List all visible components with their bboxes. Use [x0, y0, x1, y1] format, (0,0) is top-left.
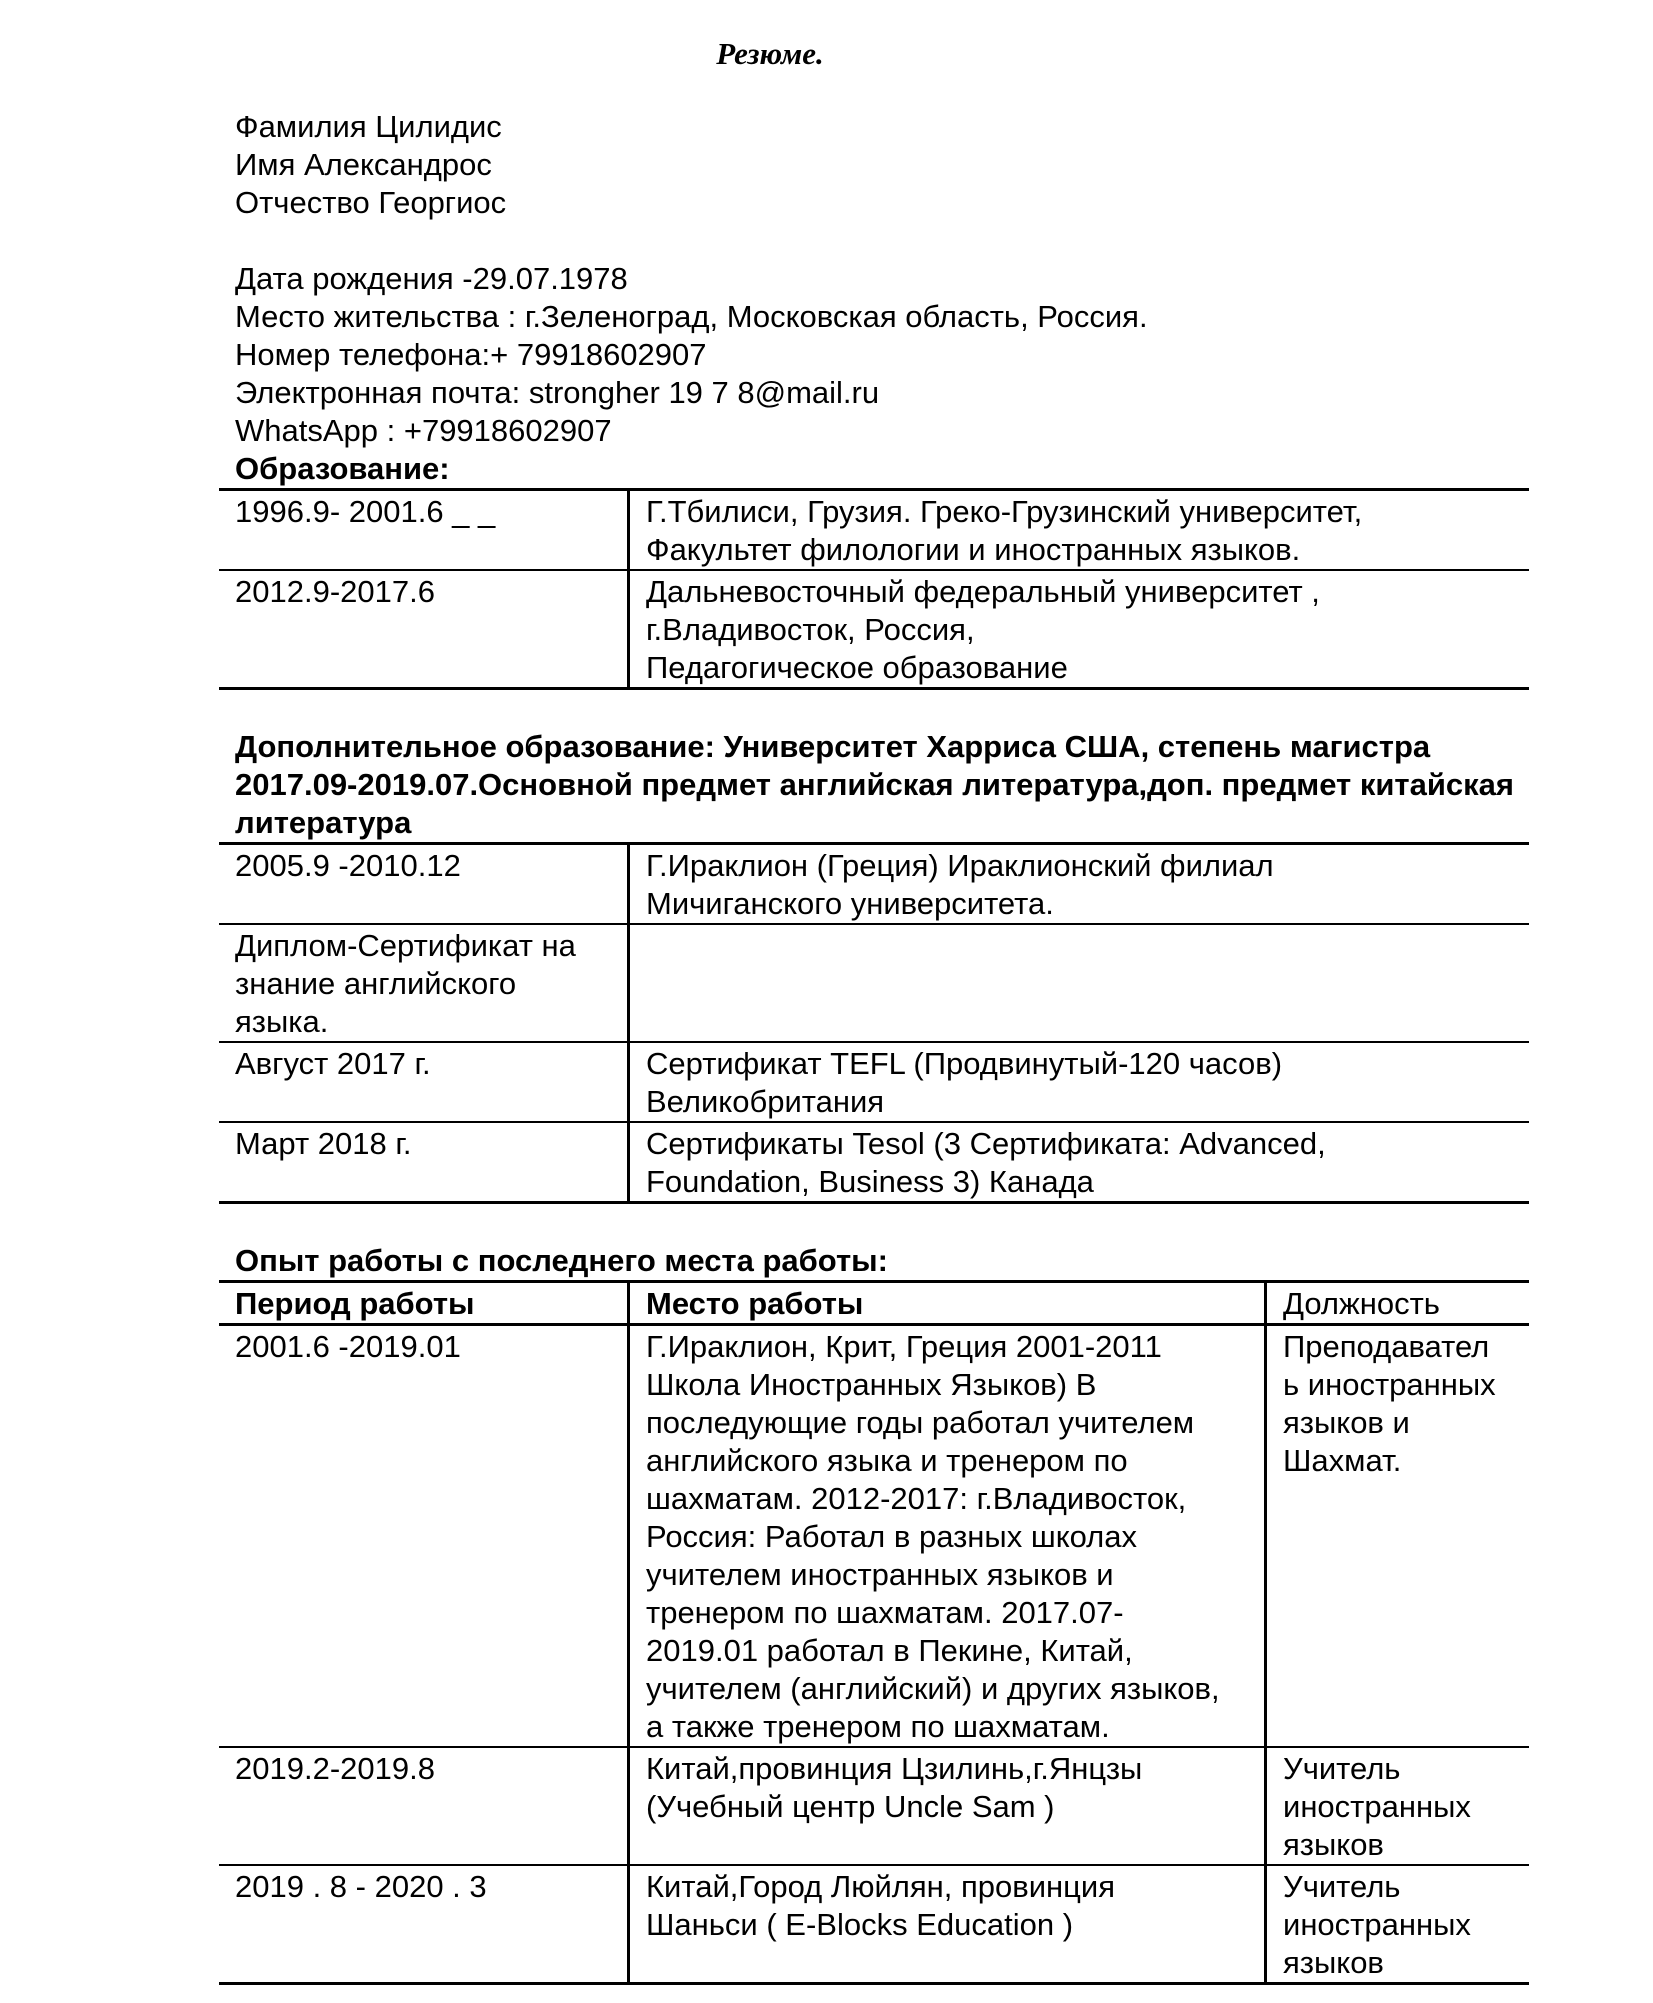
table-row: [219, 1325, 1529, 1748]
additional-detail: [629, 924, 1530, 1042]
column-header-position: Должность: [1266, 1282, 1530, 1325]
table-row: [219, 924, 1529, 1042]
experience-place: Г.Ираклион, Крит, Греция 2001-2011 Школа Иностранных Языков) В последующие годы работал учителем английского языка и тренером по шахматам. 2012-2017: г.Владивосток, Россия: Работал в разных школах учителем иностранных языков и тренером по шахматам. 2017.07- 2019.01 работал в Пекине, Китай, учителем (английский) и других языков, а также тренером по шахматам.: [629, 1325, 1266, 1748]
additional-detail: Г.Ираклион (Греция) Ираклионский филиал Мичиганского университета.: [646, 848, 1274, 921]
patronymic-line: Отчество Георгиос: [235, 185, 507, 220]
table-row: [219, 1122, 1529, 1203]
experience-place: Китай,Город Люйлян, провинция Шаньси ( E-Blocks Education ): [629, 1865, 1266, 1984]
additional-education-heading: Дополнительное образование: Университет Харриса США, степень магистра 2017.09-2019.07.Основной предмет английская литература,доп. предмет китайская литература: [235, 729, 1514, 840]
experience-heading: Опыт работы с последнего места работы:: [235, 1243, 888, 1278]
additional-period: Март 2018 г.: [219, 1122, 629, 1203]
education-institution: Г.Тбилиси, Грузия. Греко-Грузинский университет, Факультет филологии и иностранных языков.: [646, 494, 1363, 567]
table-row: [219, 490, 1529, 571]
residence-line: Место жительства : г.Зеленоград, Московская область, Россия.: [235, 299, 1148, 334]
additional-detail: Сертификат TEFL (Продвинутый-120 часов) Великобритания: [629, 1042, 1530, 1122]
education-table: [219, 488, 1529, 690]
experience-position: Учитель иностранных языков: [1266, 1865, 1530, 1984]
surname-line: Фамилия Цилидис: [235, 109, 502, 144]
additional-education-table: [219, 842, 1529, 1204]
experience-place: Китай,провинция Цзилинь,г.Янцзы (Учебный центр Uncle Sam ): [629, 1747, 1266, 1865]
experience-period: 2001.6 -2019.01: [219, 1325, 629, 1748]
experience-period: 2019.2-2019.8: [219, 1747, 629, 1865]
table-row: [219, 570, 1529, 689]
document-title: Резюме.: [716, 36, 824, 71]
column-header-period: Период работы: [219, 1282, 629, 1325]
additional-detail: Сертификаты Tesol (3 Сертификата: Advanced, Foundation, Business 3) Канада: [629, 1122, 1530, 1203]
resume-content: [235, 108, 1545, 1985]
additional-period: Диплом-Сертификат на знание английского языка.: [219, 924, 629, 1042]
table-header-row: [219, 1282, 1529, 1325]
experience-position: Преподавател ь иностранных языков и Шахмат.: [1283, 1329, 1496, 1478]
additional-period: Август 2017 г.: [219, 1042, 629, 1122]
education-period: 1996.9- 2001.6 _ _: [219, 490, 629, 571]
table-row: [219, 844, 1529, 925]
birth-date-line: Дата рождения -29.07.1978: [235, 261, 628, 296]
email-line: Электронная почта: strongher 19 7 8@mail.ru: [235, 375, 880, 410]
experience-period: 2019 . 8 - 2020 . 3: [219, 1865, 629, 1984]
experience-table: [219, 1280, 1529, 1985]
column-header-place: Место работы: [629, 1282, 1266, 1325]
table-row: [219, 1747, 1529, 1865]
whatsapp-line: WhatsApp : +79918602907: [235, 413, 612, 448]
additional-period: 2005.9 -2010.12: [219, 844, 629, 925]
table-row: [219, 1865, 1529, 1984]
education-heading: Образование:: [235, 451, 450, 486]
experience-position: Учитель иностранных языков: [1266, 1747, 1530, 1865]
education-period: 2012.9-2017.6: [219, 570, 629, 689]
phone-line: Номер телефона:+ 79918602907: [235, 337, 707, 372]
name-line: Имя Александрос: [235, 147, 492, 182]
table-row: [219, 1042, 1529, 1122]
education-institution: Дальневосточный федеральный университет , г.Владивосток, Россия, Педагогическое образование: [629, 570, 1530, 689]
